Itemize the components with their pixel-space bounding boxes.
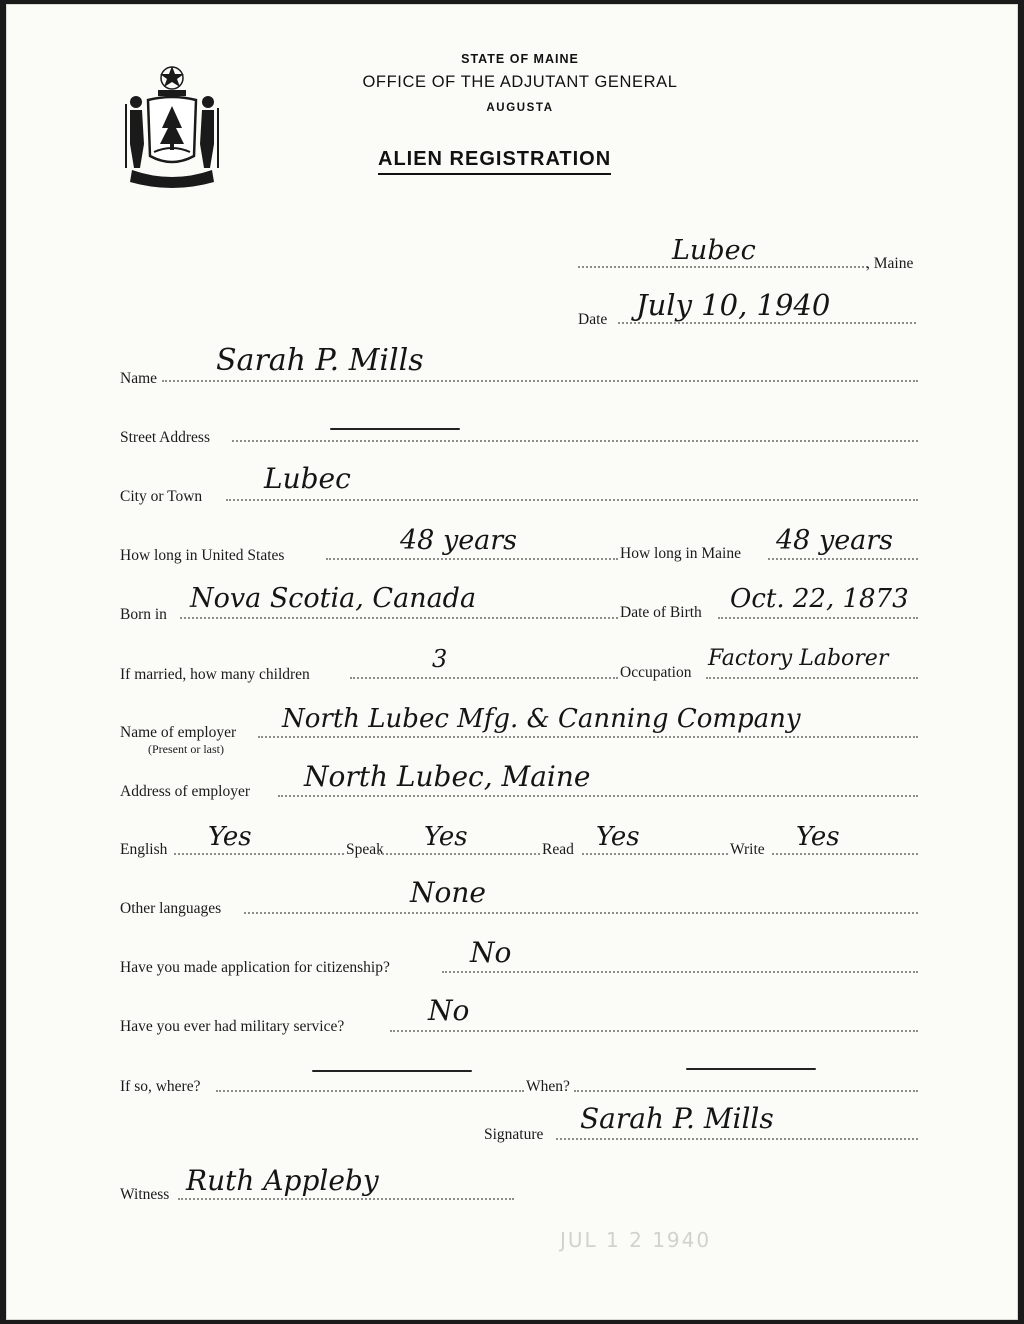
when-dash bbox=[686, 1068, 816, 1070]
date-label: Date bbox=[578, 311, 608, 328]
citizenship-line bbox=[442, 971, 918, 973]
signature-line bbox=[556, 1138, 918, 1140]
name-value: Sarah P. Mills bbox=[216, 343, 424, 378]
employer-value: North Lubec Mfg. & Canning Company bbox=[282, 704, 801, 734]
name-line bbox=[162, 380, 918, 382]
employer-label: Name of employer bbox=[120, 724, 237, 741]
date-line bbox=[618, 322, 916, 324]
employer-addr-value: North Lubec, Maine bbox=[304, 760, 591, 793]
english-line bbox=[174, 853, 344, 855]
speak-value: Yes bbox=[424, 822, 468, 852]
form-title: ALIEN REGISTRATION bbox=[378, 148, 611, 175]
read-line bbox=[582, 853, 728, 855]
employer-line bbox=[258, 736, 918, 738]
born-line bbox=[180, 617, 618, 619]
us-time-value: 48 years bbox=[400, 525, 518, 556]
employer-addr-line bbox=[278, 795, 918, 797]
received-stamp: JUL 1 2 1940 bbox=[560, 1228, 712, 1252]
signature-value: Sarah P. Mills bbox=[580, 1102, 774, 1135]
speak-label: Speak bbox=[346, 841, 384, 858]
other-lang-label: Other languages bbox=[120, 900, 222, 917]
street-label: Street Address bbox=[120, 429, 210, 446]
children-line bbox=[350, 677, 618, 679]
where-label: If so, where? bbox=[120, 1078, 201, 1095]
english-value: Yes bbox=[208, 822, 252, 852]
office-heading: OFFICE OF THE ADJUTANT GENERAL bbox=[362, 73, 678, 91]
citizenship-value: No bbox=[470, 936, 512, 969]
children-label: If married, how many children bbox=[120, 666, 310, 683]
city-value: Lubec bbox=[264, 462, 351, 495]
military-value: No bbox=[428, 994, 470, 1027]
when-label: When? bbox=[526, 1078, 570, 1095]
city-line bbox=[226, 499, 918, 501]
where-dash bbox=[312, 1070, 472, 1072]
employer-addr-label: Address of employer bbox=[120, 783, 250, 800]
occupation-value: Factory Laborer bbox=[708, 646, 889, 671]
write-label: Write bbox=[730, 841, 765, 858]
us-time-label: How long in United States bbox=[120, 547, 285, 564]
write-line bbox=[772, 853, 918, 855]
speak-line bbox=[378, 853, 540, 855]
state-heading: STATE OF MAINE bbox=[461, 52, 579, 66]
employer-sublabel: (Present or last) bbox=[148, 742, 224, 756]
read-value: Yes bbox=[596, 822, 640, 852]
other-lang-value: None bbox=[410, 876, 486, 909]
me-time-value: 48 years bbox=[776, 525, 894, 556]
signature-label: Signature bbox=[484, 1126, 544, 1143]
name-label: Name bbox=[120, 370, 158, 387]
date-value: July 10, 1940 bbox=[636, 288, 831, 322]
where-line bbox=[216, 1090, 524, 1092]
city-heading: AUGUSTA bbox=[486, 102, 554, 114]
state-seal-icon bbox=[118, 64, 226, 190]
witness-value: Ruth Appleby bbox=[186, 1164, 379, 1197]
city-label: City or Town bbox=[120, 488, 203, 505]
me-time-label: How long in Maine bbox=[620, 545, 741, 562]
dob-label: Date of Birth bbox=[620, 604, 702, 621]
witness-label: Witness bbox=[120, 1186, 170, 1203]
born-value: Nova Scotia, Canada bbox=[190, 583, 477, 614]
street-line bbox=[232, 440, 918, 442]
place-line bbox=[578, 266, 868, 268]
when-line bbox=[574, 1090, 918, 1092]
military-label: Have you ever had military service? bbox=[120, 1018, 345, 1035]
english-label: English bbox=[120, 841, 168, 858]
children-value: 3 bbox=[432, 645, 448, 673]
write-value: Yes bbox=[796, 822, 840, 852]
dob-value: Oct. 22, 1873 bbox=[730, 584, 909, 614]
street-dash bbox=[330, 428, 460, 430]
place-value: Lubec bbox=[672, 235, 756, 266]
citizenship-label: Have you made application for citizenship? bbox=[120, 959, 390, 976]
witness-line bbox=[178, 1198, 514, 1200]
occupation-label: Occupation bbox=[620, 664, 692, 681]
military-line bbox=[390, 1030, 918, 1032]
me-time-line bbox=[768, 558, 918, 560]
dob-line bbox=[718, 617, 918, 619]
us-time-line bbox=[326, 558, 618, 560]
place-suffix: , Maine bbox=[866, 255, 914, 272]
born-label: Born in bbox=[120, 606, 167, 623]
other-lang-line bbox=[244, 912, 918, 914]
read-label: Read bbox=[542, 841, 574, 858]
occupation-line bbox=[706, 677, 918, 679]
